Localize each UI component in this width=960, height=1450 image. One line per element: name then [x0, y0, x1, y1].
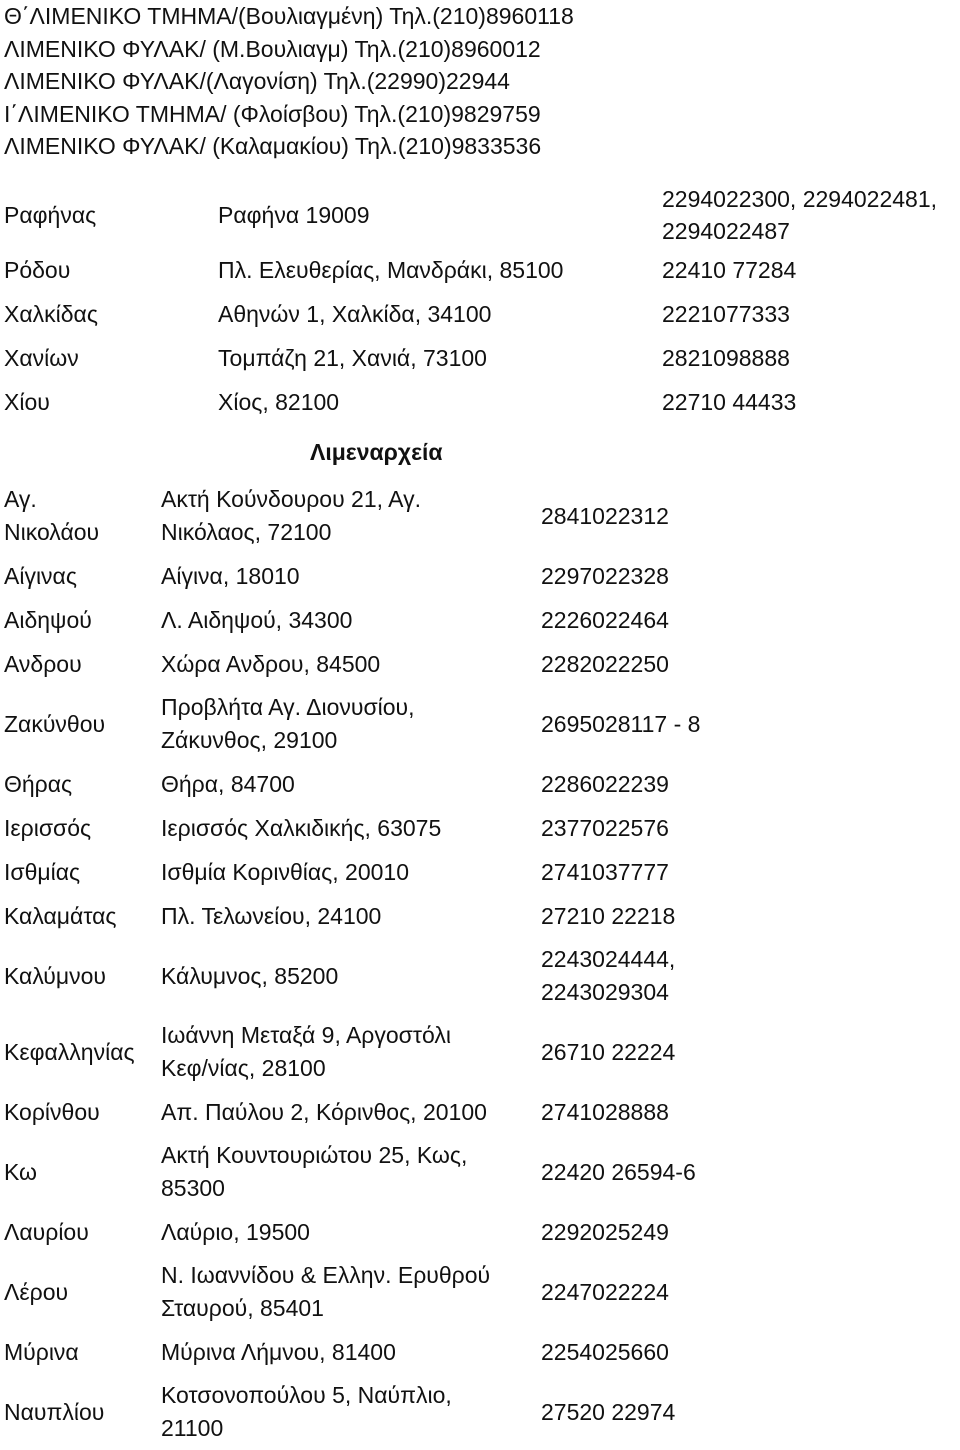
authority-phone: 2247022224: [541, 1278, 669, 1305]
authority-name: Λαυρίου: [4, 1218, 89, 1245]
authority-phone: 2282022250: [541, 650, 669, 677]
address-line: 85300: [161, 1175, 225, 1201]
address-line: Ν. Ιωαννίδου & Ελλην. Ερυθρού: [161, 1262, 491, 1288]
authority-address: Πλ. Τελωνείου, 24100: [161, 902, 382, 929]
table-row: [4, 762, 960, 806]
authority-phone: 26710 22224: [541, 1038, 676, 1065]
name-line: Αγ.: [4, 486, 37, 512]
name-line: Νικολάου: [4, 519, 100, 545]
authority-phone: 2243024444, 2243029304: [541, 946, 676, 1005]
authority-address: Ισθμία Κορινθίας, 20010: [161, 858, 409, 885]
authority-name: Ναυπλίου: [4, 1398, 105, 1425]
address-line: 21100: [161, 1415, 224, 1441]
address-line: Σταυρού, 85401: [161, 1295, 324, 1321]
authority-address: Λαύριο, 19500: [161, 1218, 310, 1245]
authority-address: Λ. Αιδηψού, 34300: [161, 606, 353, 633]
table-row: [4, 894, 960, 938]
table-row: [4, 598, 960, 642]
table-row: [4, 478, 960, 554]
table-row: [4, 1090, 960, 1134]
table-row: [4, 292, 960, 336]
authority-name: Καλύμνου: [4, 962, 107, 989]
authority-name: Αιδηψού: [4, 606, 92, 633]
table-row: [4, 1014, 960, 1090]
authority-name: Ιερισσός: [4, 814, 92, 841]
authority-phone: 27520 22974: [541, 1398, 676, 1425]
section-title: Λιμεναρχεία: [310, 439, 443, 465]
authority-name: Λέρου: [4, 1278, 69, 1305]
authority-address: Θήρα, 84700: [161, 770, 295, 797]
table-row: [4, 938, 960, 1014]
contact-line: ΛΙΜΕΝΙΚΟ ΦΥΛΑΚ/ (Μ.Βουλιαγμ) Τηλ.(210)8960012: [4, 35, 541, 62]
table-row: [4, 182, 960, 248]
office-name: Ραφήνας: [4, 202, 97, 228]
port-offices-table: [4, 182, 960, 424]
top-contact-lines: [4, 0, 574, 163]
address-line: Προβλήτα Αγ. Διονυσίου,: [161, 694, 415, 720]
office-phone: 2221077333: [662, 301, 790, 327]
authority-name: Ζακύνθου: [4, 710, 106, 737]
address-line: Κεφ/νίας, 28100: [161, 1055, 326, 1081]
address-line: Κοτσονοπούλου 5, Ναύπλιο,: [161, 1382, 452, 1408]
table-row: [4, 642, 960, 686]
authority-address: [161, 1014, 539, 1090]
authority-phone: 2286022239: [541, 770, 669, 797]
table-row: [4, 554, 960, 598]
authority-phone: 2297022328: [541, 562, 669, 589]
authority-address: [161, 478, 539, 554]
authority-name: Μύρινα: [4, 1338, 79, 1365]
authority-phone: 2292025249: [541, 1218, 669, 1245]
office-phone: 22410 77284: [662, 257, 797, 283]
authority-address: Κάλυμνος, 85200: [161, 962, 339, 989]
table-row: [4, 1330, 960, 1374]
contact-line: ΛΙΜΕΝΙΚΟ ΦΥΛΑΚ/(Λαγονίση) Τηλ.(22990)22944: [4, 68, 510, 94]
table-row: [4, 1254, 960, 1330]
authority-phone: 22420 26594-6: [541, 1158, 696, 1185]
address-line: Ακτή Κούνδουρου 21, Αγ.: [161, 486, 421, 512]
authority-name: Θήρας: [4, 770, 73, 797]
office-phone: 2821098888: [662, 345, 790, 371]
office-address: Αθηνών 1, Χαλκίδα, 34100: [218, 301, 492, 327]
office-phone: [662, 182, 960, 248]
authority-address: Χώρα Ανδρου, 84500: [161, 650, 381, 677]
authority-phone: 27210 22218: [541, 902, 676, 929]
office-name: Ρόδου: [4, 257, 71, 283]
office-name: Χανίων: [4, 345, 79, 371]
office-phone: 22710 44433: [662, 389, 797, 415]
phone-line: 2294022300, 2294022481,: [662, 186, 938, 212]
authority-name: Κορίνθου: [4, 1098, 100, 1125]
authority-phone: 2695028117 - 8: [541, 710, 701, 737]
authority-phone: 2841022312: [541, 502, 669, 529]
authority-phone: 2377022576: [541, 814, 669, 841]
harbour-authorities-table: [4, 478, 960, 1450]
authority-name: Κω: [4, 1158, 38, 1185]
contact-line: ΛΙΜΕΝΙΚΟ ΦΥΛΑΚ/ (Καλαμακίου) Τηλ.(210)9833536: [4, 133, 542, 159]
authority-name: Ανδρου: [4, 650, 82, 677]
authority-name: Καλαμάτας: [4, 902, 117, 929]
table-row: [4, 1210, 960, 1254]
authority-phone: 2226022464: [541, 606, 669, 633]
table-row: [4, 686, 960, 762]
authority-name: Ισθμίας: [4, 858, 81, 885]
office-address: Τομπάζη 21, Χανιά, 73100: [218, 345, 487, 371]
table-row: [4, 248, 960, 292]
table-row: [4, 1374, 960, 1450]
office-address: Χίος, 82100: [218, 389, 340, 415]
address-line: Ακτή Κουντουριώτου 25, Κως,: [161, 1142, 468, 1168]
table-row: [4, 850, 960, 894]
authority-phone: 2741037777: [541, 858, 669, 885]
address-line: Ιωάννη Μεταξά 9, Αργοστόλι: [161, 1022, 451, 1048]
authority-address: [161, 1254, 539, 1330]
authority-phone: 2254025660: [541, 1338, 669, 1365]
address-line: Ζάκυνθος, 29100: [161, 727, 338, 753]
table-row: [4, 1134, 960, 1210]
authority-address: [161, 1374, 539, 1450]
contact-line: Ι΄ΛΙΜΕΝΙΚΟ ΤΜΗΜΑ/ (Φλοίσβου) Τηλ.(210)9829759: [4, 100, 541, 127]
authority-address: Απ. Παύλου 2, Κόρινθος, 20100: [161, 1098, 487, 1125]
authority-address: Μύρινα Λήμνου, 81400: [161, 1338, 396, 1365]
phone-line: 2294022487: [662, 218, 790, 244]
office-name: Χαλκίδας: [4, 301, 98, 327]
authority-address: Ιερισσός Χαλκιδικής, 63075: [161, 814, 442, 841]
contact-line: Θ΄ΛΙΜΕΝΙΚΟ ΤΜΗΜΑ/(Βουλιαγμένη) Τηλ.(210)8960118: [4, 3, 574, 29]
authority-address: Αίγινα, 18010: [161, 562, 300, 589]
table-row: [4, 806, 960, 850]
authority-address: [161, 1134, 539, 1210]
table-row: [4, 336, 960, 380]
authority-name: [4, 478, 158, 554]
authority-name: Κεφαλληνίας: [4, 1038, 135, 1065]
office-name: Χίου: [4, 389, 50, 415]
authority-address: [161, 686, 539, 762]
office-address: Ραφήνα 19009: [218, 202, 370, 228]
address-line: Νικόλαος, 72100: [161, 519, 332, 545]
table-row: [4, 380, 960, 424]
authority-phone: 2741028888: [541, 1098, 669, 1125]
office-address: Πλ. Ελευθερίας, Μανδράκι, 85100: [218, 257, 564, 283]
authority-name: Αίγινας: [4, 562, 77, 589]
